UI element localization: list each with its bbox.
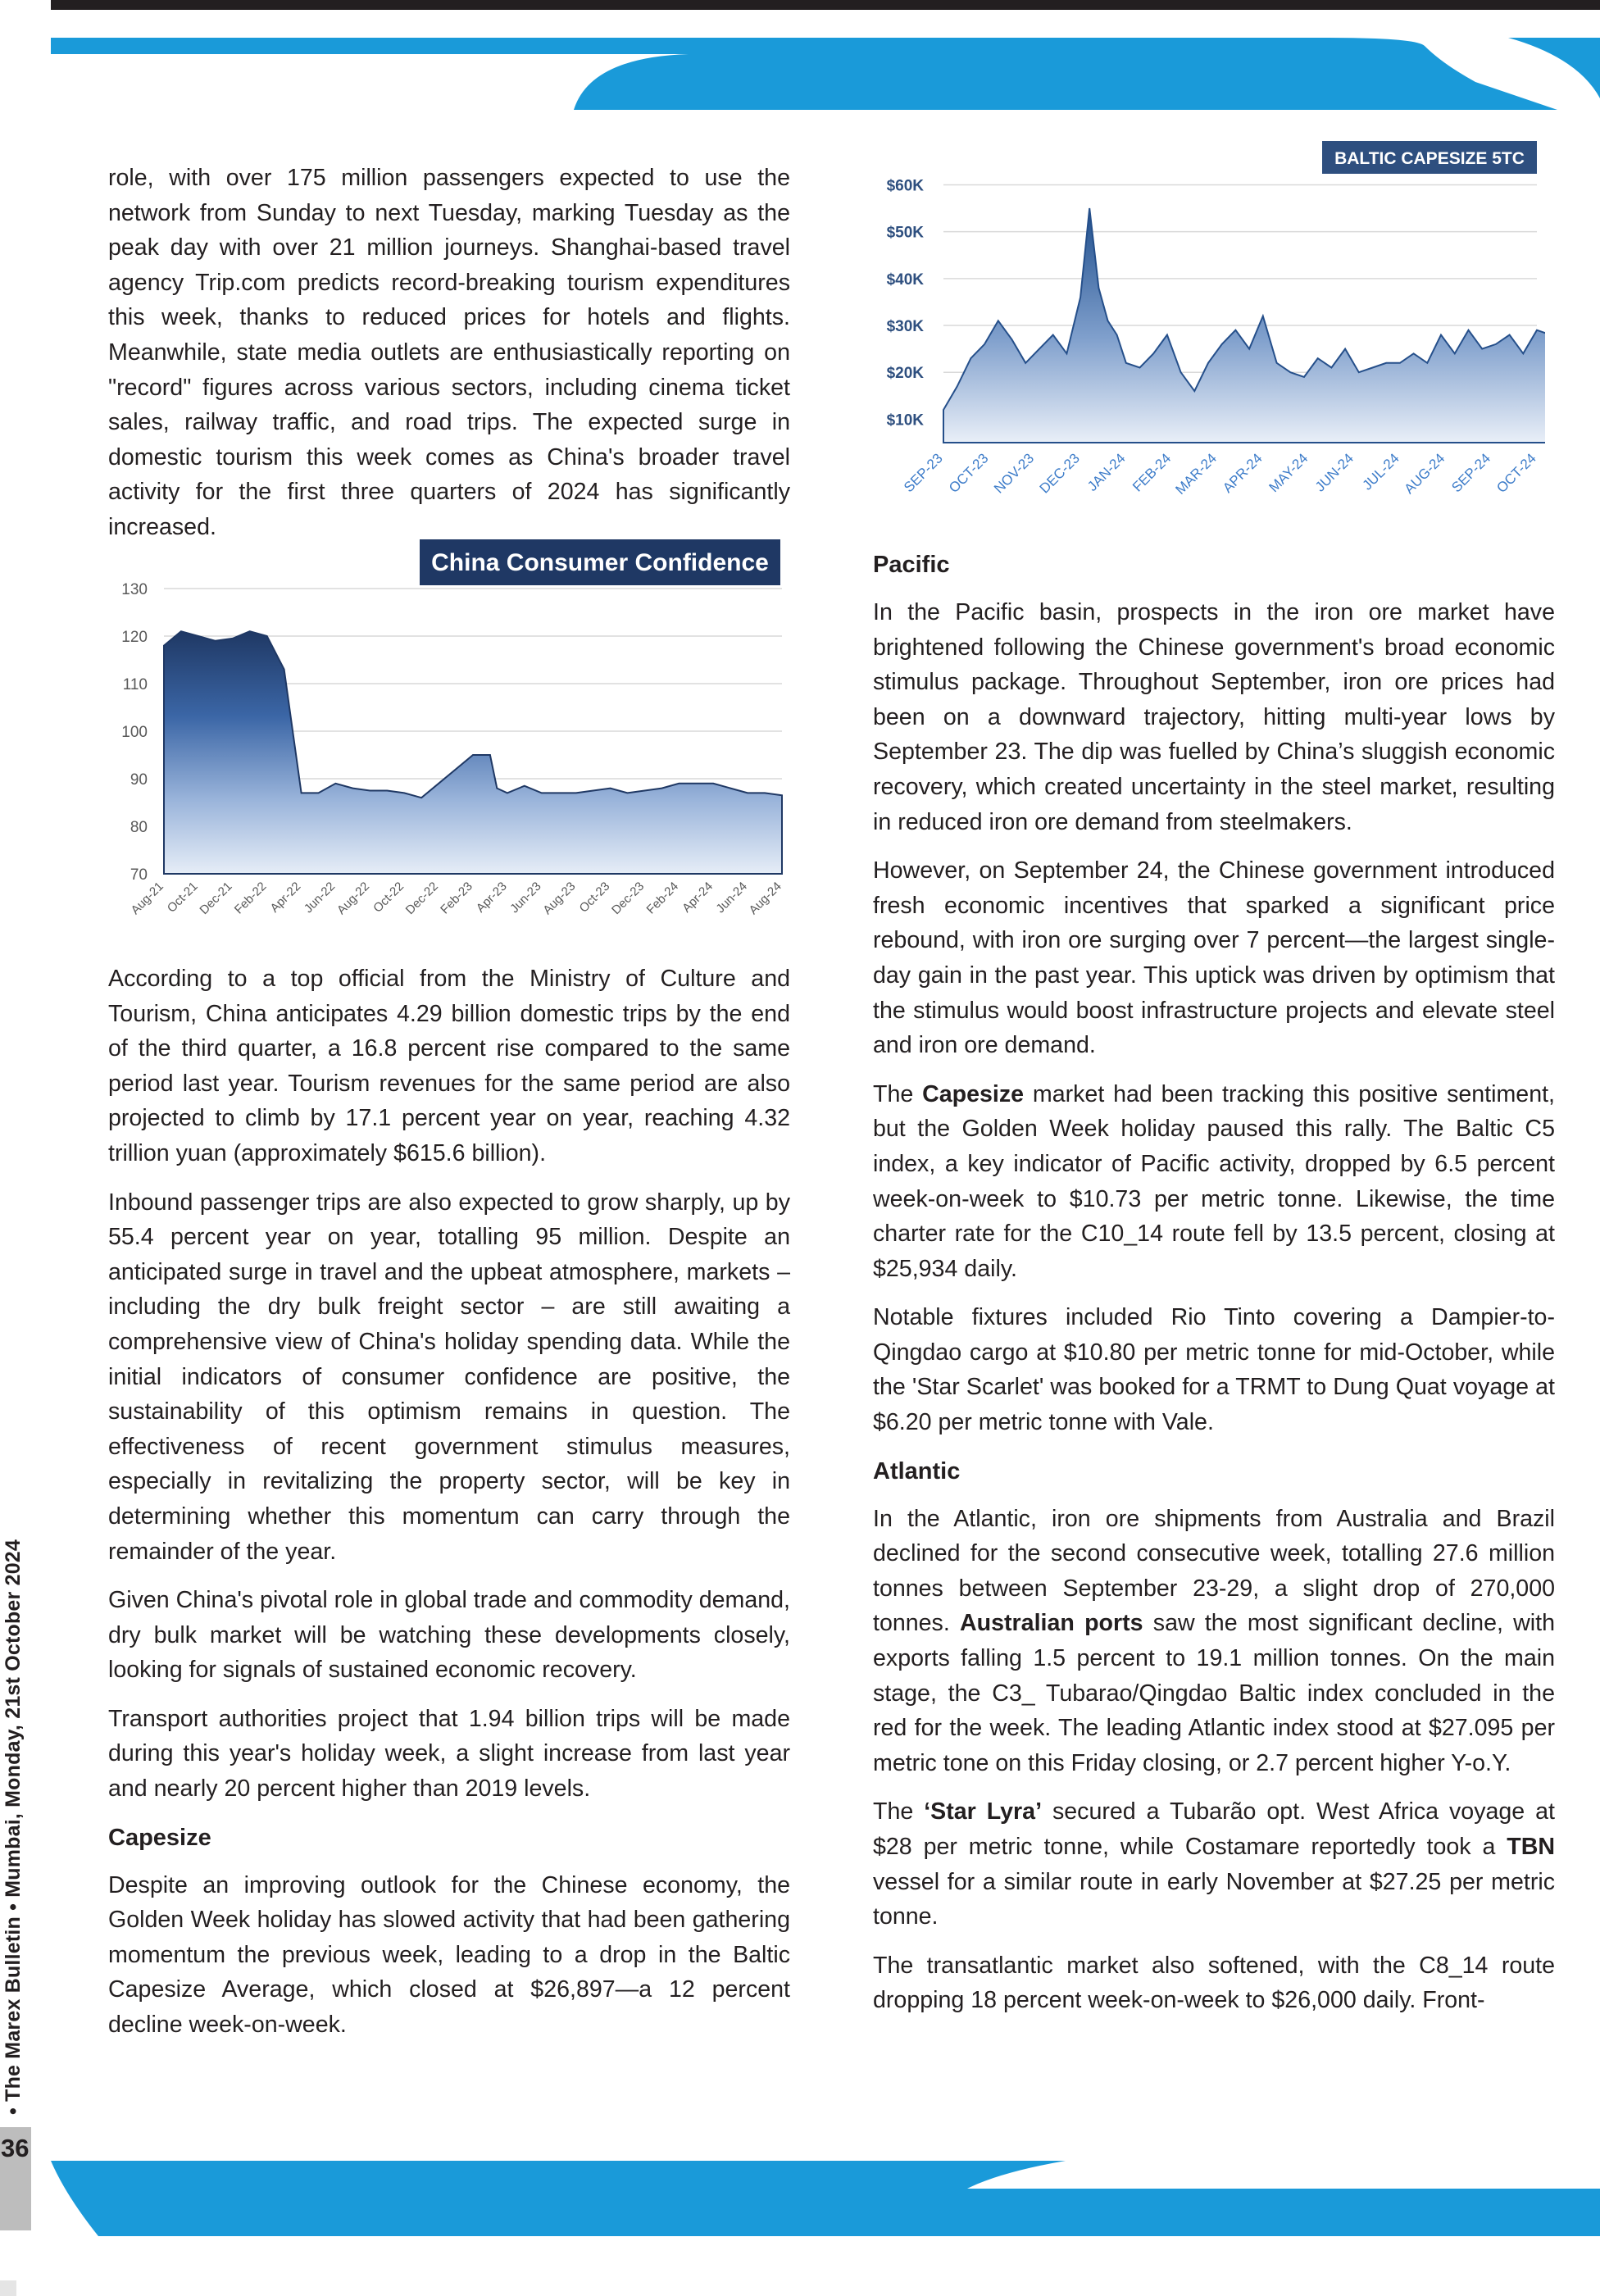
x-tick-label: Apr-24	[680, 879, 716, 916]
x-tick-label: Aug-23	[540, 879, 579, 918]
x-tick-label: JUL-24	[1359, 450, 1402, 493]
x-tick-label: MAY-24	[1266, 450, 1311, 496]
y-tick-label: 80	[130, 819, 148, 836]
y-tick-label: 130	[121, 581, 148, 598]
x-tick-label: APR-24	[1220, 450, 1266, 496]
paragraph-capesize-market: The Capesize market had been tracking this positive sentiment, but the Golden Week holiday paused this rally. The Baltic C5 index, a key indicator of Pacific activity, dropped by 6.5 percent week-on-week to $10.73 per metric tonne. Likewise, the time charter rate for the C10_14 route fell by 13.5 percent, closing at $25,934 daily.	[873, 1080, 1555, 1282]
baltic-title: BALTIC CAPESIZE 5TC	[1334, 149, 1525, 168]
paragraph-transport-projection: Transport authorities project that 1.94 billion trips will be made during this year's holiday week, a slight increase from last year and nearly 20 percent higher than 2019 levels.	[108, 1705, 790, 1803]
intro-paragraph: role, with over 175 million passengers expected to use the network from Sunday to next Tuesday, marking Tuesday as the peak day with over 21 million journeys. Shanghai-based travel agency Trip.com predicts record-breaking tourism expenditures this week, thanks to reduced prices for hotels and flights. Meanwhile, state media outlets are enthusiastically reporting on "record" figures across various sectors, including cinema ticket sales, railway traffic, and road trips. The expected surge in domestic tourism this week comes as China's broader travel activity for the first three quarters of 2024 has significantly increased.	[108, 165, 790, 540]
header-wave	[0, 33, 1600, 115]
heading-capesize: Capesize	[108, 1824, 211, 1851]
x-tick-label: JAN-24	[1084, 450, 1129, 494]
bold-tbn: TBN	[1507, 1834, 1555, 1860]
y-tick-label: 110	[122, 676, 148, 693]
x-tick-label: FEB-24	[1130, 450, 1175, 495]
paragraph-capesize: Despite an improving outlook for the Chinese economy, the Golden Week holiday has slowed activity that had been gathering momentum the previous week, leading to a drop in the Baltic Capesize Average, which closed at $26,897—a 12 percent decline week-on-week.	[108, 1871, 790, 2039]
consumer-confidence-chart	[108, 533, 789, 934]
x-tick-label: OCT-24	[1493, 450, 1539, 496]
x-tick-label: Feb-24	[643, 879, 682, 917]
left-column-top	[108, 161, 790, 545]
bold-star-lyra: ‘Star Lyra’	[924, 1798, 1043, 1825]
x-tick-label: Aug-24	[746, 879, 784, 918]
x-tick-label: Oct-21	[164, 879, 201, 916]
x-tick-label: OCT-23	[945, 450, 992, 496]
paragraph-global-trade: Given China's pivotal role in global trade and commodity demand, dry bulk market will be watching these developments closely, looking for signals of sustained economic recovery.	[108, 1587, 790, 1684]
heading-pacific: Pacific	[873, 552, 950, 578]
y-tick-label: $10K	[886, 411, 924, 430]
y-tick-label: $40K	[886, 271, 924, 289]
header-rule	[51, 0, 1600, 10]
x-tick-label: Dec-22	[402, 879, 441, 918]
x-tick-label: Feb-22	[231, 879, 270, 917]
x-tick-label: SEP-23	[900, 450, 946, 496]
right-column	[873, 548, 1555, 2032]
heading-atlantic: Atlantic	[873, 1457, 961, 1484]
y-tick-label: $50K	[886, 224, 924, 242]
paragraph-star-lyra: The ‘Star Lyra’ secured a Tubarão opt. West Africa voyage at $28 per metric tonne, while Costamare reportedly took a TBN vessel for a similar route in early November at $27.25 per metric tonne.	[873, 1798, 1555, 1930]
y-tick-label: $60K	[886, 177, 924, 195]
paragraph-pacific-outlook: In the Pacific basin, prospects in the iron ore market have brightened following the Chinese government's broad economic stimulus package. Throughout September, iron ore prices had been on a downward trajectory, hitting multi-year lows by September 23. The dip was fuelled by China’s sluggish economic recovery, which created uncertainty in the steel market, resulting in reduced iron ore demand from steelmakers.	[873, 599, 1555, 835]
corner-mark	[0, 2280, 16, 2296]
paragraph-fixtures: Notable fixtures included Rio Tinto covering a Dampier-to-Qingdao cargo at $10.80 per metric tonne for mid-October, while the 'Star Scarlet' was booked for a TRMT to Dung Quat voyage at $6.20 per metric tonne with Vale.	[873, 1304, 1555, 1436]
x-tick-label: MAR-24	[1172, 450, 1220, 498]
footer-wave	[0, 2154, 1600, 2236]
x-tick-label: Oct-22	[370, 879, 407, 916]
y-tick-label: 120	[121, 629, 148, 646]
paragraph-transatlantic: The transatlantic market also softened, with the C8_14 route dropping 18 percent week-on-week to $26,000 daily. Front-	[873, 1952, 1555, 2014]
x-tick-label: Aug-21	[128, 879, 166, 918]
bold-australian-ports: Australian ports	[960, 1610, 1143, 1637]
x-tick-label: Jun-22	[301, 879, 339, 916]
x-tick-label: Jun-24	[713, 879, 750, 916]
paragraph-stimulus: However, on September 24, the Chinese government introduced fresh economic incentives that sparked a significant price rebound, with iron ore surging over 7 percent—the largest single-day gain in the past year. This uptick was driven by optimism that the stimulus would boost infrastructure projects and elevate steel and iron ore demand.	[873, 857, 1555, 1059]
x-tick-label: NOV-23	[991, 450, 1038, 497]
left-column-bottom	[108, 962, 790, 2057]
paragraph-inbound-trips: Inbound passenger trips are also expected to grow sharply, up by 55.4 percent year on year, totalling 95 million. Despite an anticipated surge in travel and the upbeat atmosphere, markets – including the dry bulk freight sector – are still awaiting a comprehensive view of China's holiday spending data. While the initial indicators of consumer confidence are positive, the sustainability of this optimism remains in question. The effectiveness of recent government stimulus measures, especially in revitalizing the property sector, will be key in determining whether this momentum can carry through the remainder of the year.	[108, 1189, 790, 1565]
y-tick-label: $20K	[886, 365, 924, 383]
x-tick-label: AUG-24	[1401, 450, 1448, 498]
x-tick-label: Aug-22	[334, 879, 373, 918]
y-tick-label: 90	[130, 771, 148, 789]
y-tick-label: $30K	[886, 318, 924, 336]
x-tick-label: Apr-23	[473, 879, 510, 916]
series-area	[164, 631, 782, 874]
x-tick-label: SEP-24	[1448, 450, 1494, 496]
bold-capesize: Capesize	[922, 1080, 1025, 1107]
baltic-capesize-chart	[873, 131, 1545, 525]
x-tick-label: Jun-23	[507, 879, 544, 916]
ccc-title: China Consumer Confidence	[431, 549, 769, 576]
x-tick-label: Dec-23	[609, 879, 648, 918]
x-tick-label: Feb-23	[438, 879, 475, 917]
x-tick-label: DEC-23	[1036, 450, 1083, 497]
x-tick-label: Dec-21	[197, 879, 235, 918]
paragraph-atlantic-shipments: In the Atlantic, iron ore shipments from Australia and Brazil declined for the second consecutive week, totalling 27.6 million tonnes between September 23-29, a slight drop of 270,000 tonnes. Australian ports saw the most significant decline, with exports falling 1.5 percent to 19.1 million tonnes. On the main stage, the C3_ Tubarao/Qingdao Baltic index concluded in the red for the week. The leading Atlantic index stood at $27.095 per metric tone on this Friday closing, or 2.7 percent higher Y-o.Y.	[873, 1505, 1555, 1776]
page-number: 36	[1, 2134, 30, 2162]
y-tick-label: 70	[130, 866, 148, 884]
publication-spine: • The Marex Bulletin • Mumbai, Monday, 21st October 2024	[2, 1539, 25, 2115]
x-tick-label: JUN-24	[1311, 450, 1357, 495]
y-tick-label: 100	[121, 724, 148, 741]
paragraph-tourism-forecast: According to a top official from the Ministry of Culture and Tourism, China anticipates 4.29 billion domestic trips by the end of the third quarter, a 16.8 percent rise compared to the same period last year. Tourism revenues for the same period are also projected to climb by 17.1 percent year on year, reaching 4.32 trillion yuan (approximately $615.6 billion).	[108, 966, 790, 1166]
x-tick-label: Oct-23	[576, 879, 613, 916]
x-tick-label: Apr-22	[267, 879, 304, 916]
